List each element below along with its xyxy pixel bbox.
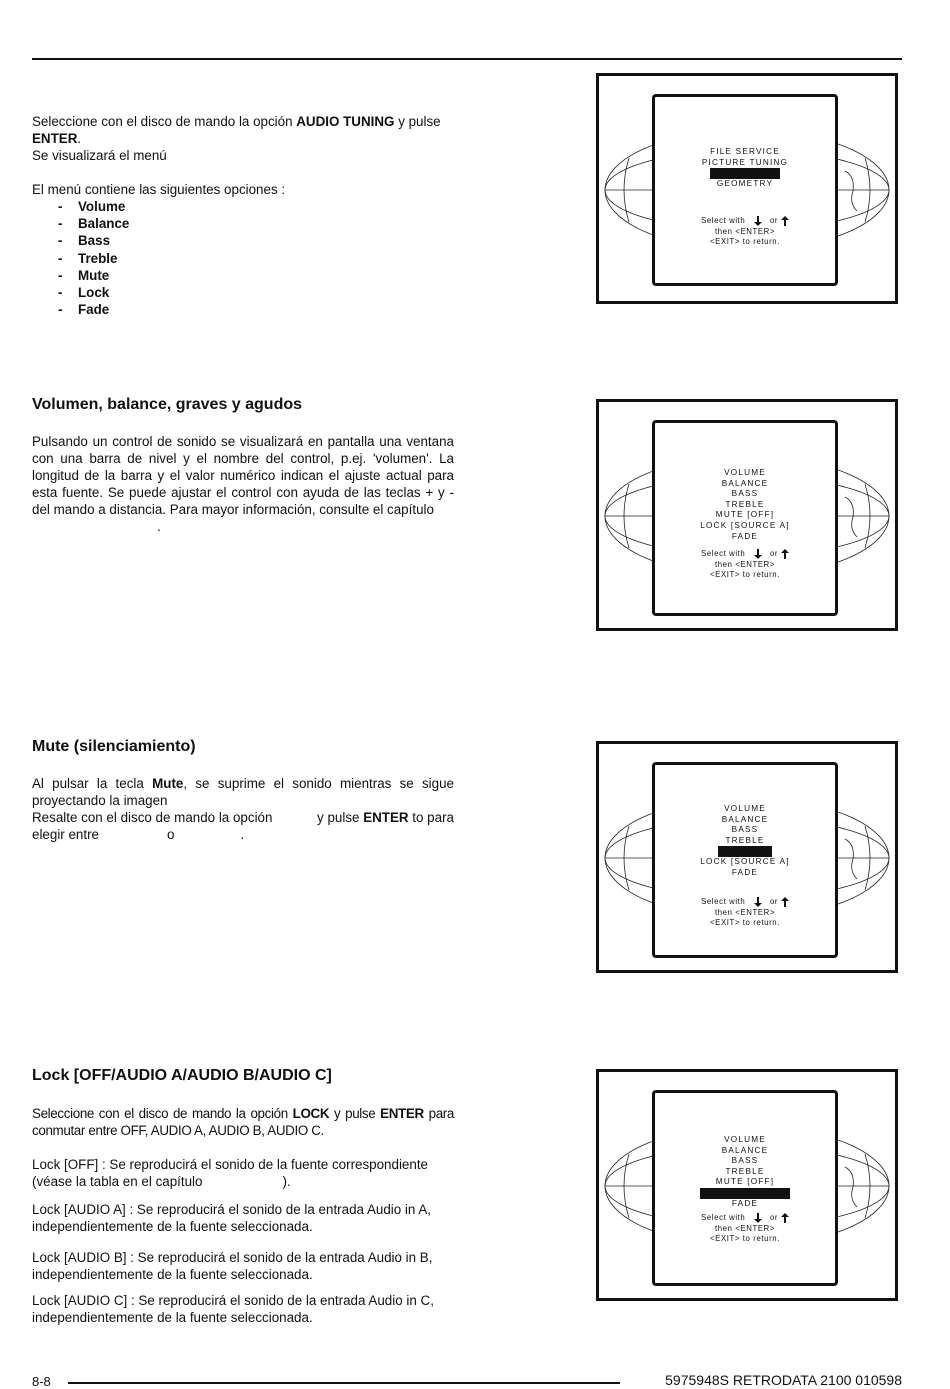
menu-item-highlighted [655,168,835,179]
menu-item: BALANCE [721,478,769,488]
menu-item: FADE [731,531,759,541]
menu-item: FADE [731,1198,759,1208]
arrow-up-icon [781,897,789,907]
menu-item: TREBLE [725,499,765,509]
menu-item: FADE [731,867,759,877]
arrow-down-icon [754,897,762,907]
menu-screen-1 [596,73,898,304]
menu-item: LOCK [SOURCE A] [700,856,790,866]
menu-item: BASS [731,825,759,835]
menu-item: PICTURE TUNING [701,157,789,167]
arrow-up-icon [781,1213,789,1223]
menu-list [655,804,835,878]
menu-item: GEOMETRY [716,178,774,188]
arrow-up-icon [781,549,789,559]
menu-screen-4 [596,1069,898,1301]
menu-screen-3 [596,741,898,973]
menu-help: Select with or then <ENTER> <EXIT> to return. [655,549,835,581]
menu-item: MUTE [OFF] [715,1177,775,1187]
arrow-down-icon [754,549,762,559]
menu-window [652,420,838,616]
menu-item: LOCK [SOURCE A] [700,520,790,530]
mute-body: Al pulsar la tecla Mute, se suprime el sonido mientras se sigue proyectando la imagen Resalte con el disco de mando la opción y pulse ENTER to para elegir entre o . [32,776,455,842]
lock-body: Seleccione con el disco de mando la opción LOCK y pulse ENTER para conmutar entre OFF, AUDIO A, AUDIO B, AUDIO C. Lock [OFF] : Se reproducirá el sonido de la fuente correspondiente (véase la tabla en el capítulo ). Lock [AUDIO A] : Se reproducirá el sonido de la entrada Audio in A, independientemente de la fuente seleccionada. Lock [AUDIO B] : Se reproducirá el sonido de la entrada Audio in B, independientemente de la fuente seleccionada. Lock [AUDIO C] : Se reproducirá el sonido de la entrada Audio in C, independientemente de la fuente seleccionada. [32,1106,454,1325]
option-item: - Bass [58,233,111,249]
menu-item-highlighted [655,1188,835,1199]
mute-heading: Mute (silenciamiento) [32,738,196,755]
menu-item: VOLUME [724,468,766,477]
menu-list [655,147,835,189]
option-list [32,198,454,318]
top-rule [32,58,902,60]
arrow-up-icon [781,216,789,226]
menu-item: BASS [731,489,759,499]
option-item: - Treble [58,250,118,266]
menu-help: Select with or then <ENTER> <EXIT> to return. [655,897,835,929]
menu-item: VOLUME [724,804,766,813]
volume-body: Pulsando un control de sonido se visualizará en pantalla una ventana con una barra de nivel y el nombre del control, p.ej. 'volumen'. La longitud de la barra y el valor numérico indican el ajuste actual para esta fuente. Se puede ajustar el control con ayuda de las teclas + y - del mando a distancia. Para mayor información, consulte el capítulo . [32,434,454,534]
menu-list [655,1135,835,1209]
option-item: - Mute [58,267,110,283]
menu-help: Select with or then <ENTER> <EXIT> to return. [655,216,835,248]
menu-screen-2 [596,399,898,631]
menu-item: FILE SERVICE [710,147,780,156]
menu-item: TREBLE [725,1166,765,1176]
menu-item: BALANCE [721,814,769,824]
arrow-down-icon [754,1213,762,1223]
lock-heading: Lock [OFF/AUDIO A/AUDIO B/AUDIO C] [32,1067,332,1084]
menu-window [652,762,838,958]
menu-help: Select with or then <ENTER> <EXIT> to return. [655,1213,835,1245]
menu-window [652,1090,838,1286]
intro-text: Seleccione con el disco de mando la opción AUDIO TUNING y pulse ENTER. Se visualizará el menú El menú contiene las siguientes opciones : - Volume - Balance - Bass - Treble - Mute - Lock - Fade [32,113,454,318]
option-item: - Balance [58,216,130,232]
menu-item: BASS [731,1156,759,1166]
option-item: - Fade [58,302,110,318]
menu-item: BALANCE [721,1145,769,1155]
document-id: 5975948S RETRODATA 2100 010598 [665,1372,902,1388]
menu-item: TREBLE [725,835,765,845]
menu-item: VOLUME [724,1135,766,1144]
menu-item-highlighted [655,846,835,857]
bottom-rule [68,1382,620,1384]
menu-window [652,94,838,286]
option-item: - Lock [58,284,110,300]
volume-heading: Volumen, balance, graves y agudos [32,396,303,413]
menu-item: MUTE [OFF] [715,510,775,520]
option-item: - Volume [58,199,126,214]
menu-list [655,468,835,542]
arrow-down-icon [754,216,762,226]
page-number: 8-8 [32,1374,51,1389]
